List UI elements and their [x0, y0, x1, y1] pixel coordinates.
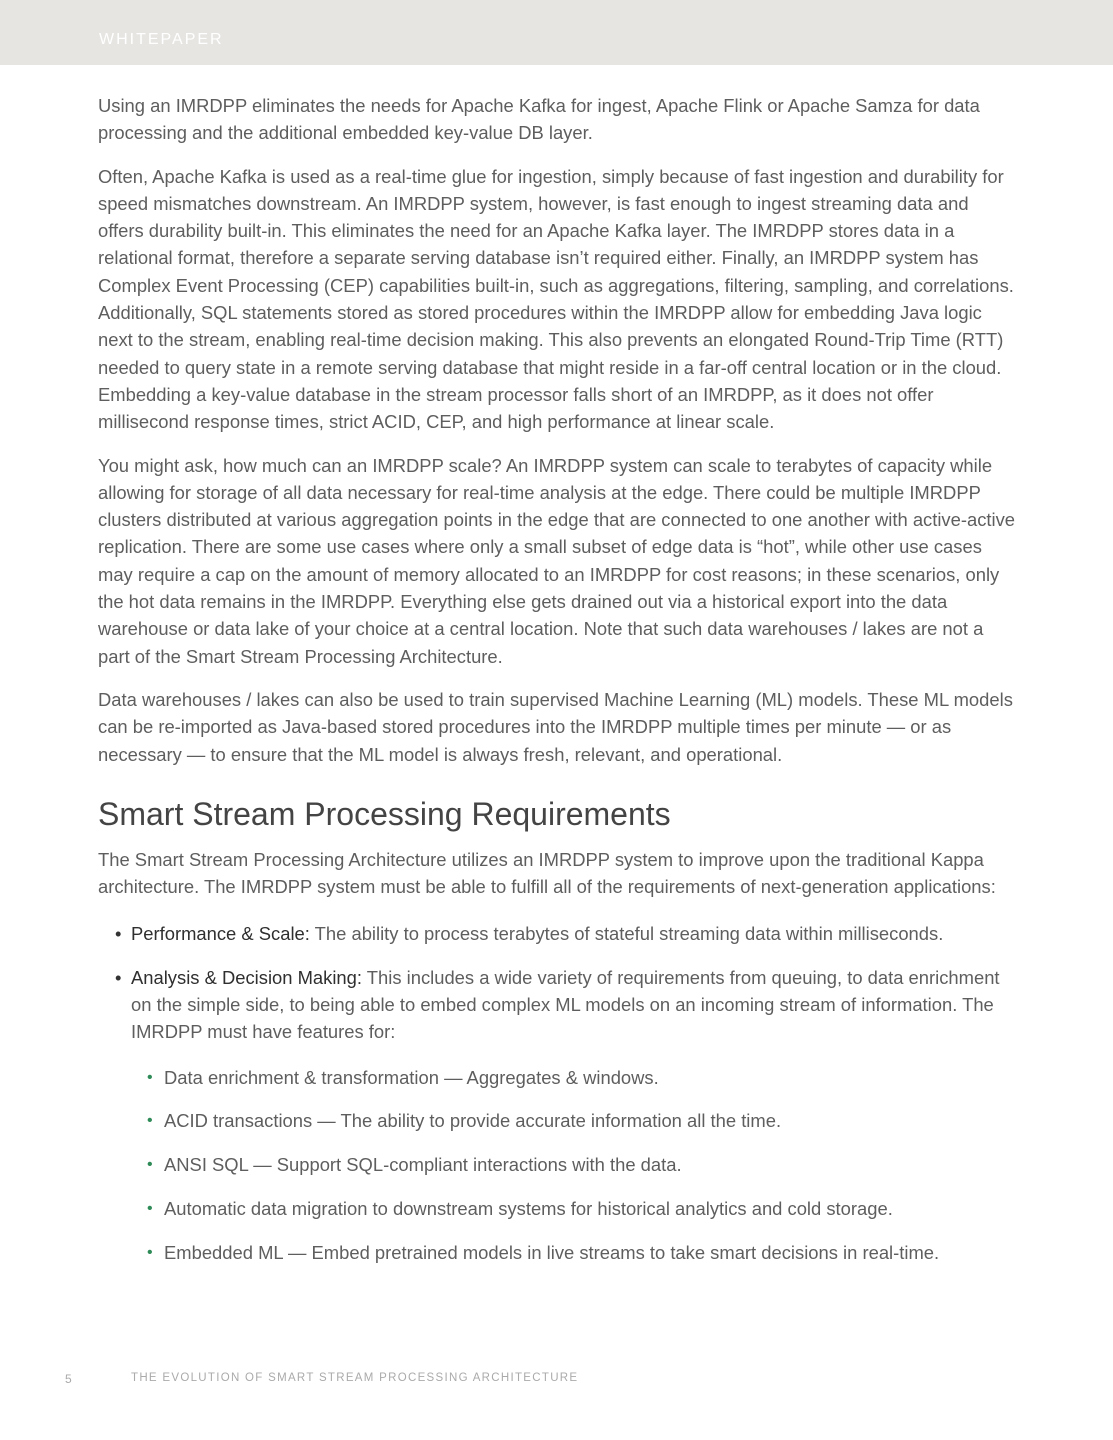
section-heading: Smart Stream Processing Requirements [98, 795, 671, 832]
bullet-term: Performance & Scale: [131, 923, 310, 945]
list-item [98, 920, 1018, 947]
green-bullet-icon: • [147, 1200, 153, 1217]
green-bullet-icon: • [147, 1243, 153, 1261]
sub-list-item [131, 1239, 1018, 1266]
list-item [98, 964, 1018, 1266]
bullet-icon: • [115, 923, 122, 945]
page-content [98, 92, 1018, 1283]
paragraph: Data warehouses / lakes can also be used to train supervised Machine Learning (ML) models. These ML models can be re-imported as Java-based stored procedures into the IMRDPP multiple times per minute — or as necessary — to ensure that the ML model is always fresh, relevant, and operational. [98, 688, 1013, 765]
bullet-term: Analysis & Decision Making: [131, 966, 362, 988]
footer-title: THE EVOLUTION OF SMART STREAM PROCESSING ARCHITECTURE [131, 1372, 579, 1384]
paragraph: You might ask, how much can an IMRDPP scale? An IMRDPP system can scale to terabytes of capacity while allowing for storage of all data necessary for real-time analysis at the edge. There could be multiple IMRDPP clusters distributed at various aggregation points in the edge that are connected to one another with active-active replication. There are some use cases where only a small subset of edge data is “hot”, while other use cases may require a cap on the amount of memory allocated to an IMRDPP for cost reasons; in these scenarios, only the hot data remains in the IMRDPP. Everything else gets drained out via a historical export into the data warehouse or data lake of your choice at a central location. Note that such data warehouses / lakes are not a part of the Smart Stream Processing Architecture. [98, 454, 1016, 667]
header-label: WHITEPAPER [99, 31, 224, 48]
requirements-list [98, 920, 1018, 1266]
green-bullet-icon: • [147, 1112, 153, 1130]
green-bullet-icon: • [147, 1068, 153, 1086]
sub-list-item [131, 1107, 1018, 1134]
paragraph: Often, Apache Kafka is used as a real-time glue for ingestion, simply because of fast ingestion and durability for speed mismatches downstream. An IMRDPP system, however, is fast enough to ingest streaming data and offers durability built-in. This eliminates the need for an Apache Kafka layer. The IMRDPP stores data in a relational format, therefore a separate serving database isn’t required either. Finally, an IMRDPP system has Complex Event Processing (CEP) capabilities built-in, such as aggregations, filtering, sampling, and correlations. Additionally, SQL statements stored as stored procedures within the IMRDPP allow for embedding Java logic next to the stream, enabling real-time decision making. This also prevents an elongated Round-Trip Time (RTT) needed to query state in a remote serving database that might reside in a far-off central location or in the cloud. Embedding a key-value database in the stream processor falls short of an IMRDPP, as it does not offer millisecond response times, strict ACID, CEP, and high performance at linear scale. [98, 165, 1014, 433]
bullet-icon: • [115, 966, 122, 988]
sub-bullet-text: Data enrichment & transformation — Aggregates & windows. [164, 1066, 659, 1088]
bullet-text: The ability to process terabytes of stateful streaming data within milliseconds. [309, 923, 944, 945]
sub-list-item [131, 1151, 1018, 1178]
sub-bullet-text: Automatic data migration to downstream systems for historical analytics and cold storage. [164, 1198, 893, 1219]
green-bullet-icon: • [147, 1156, 153, 1174]
sub-bullet-text: Embedded ML — Embed pretrained models in live streams to take smart decisions in real-time. [164, 1241, 940, 1263]
sub-bullet-text: ANSI SQL — Support SQL-compliant interactions with the data. [164, 1154, 682, 1176]
bullet-text: This includes a wide variety of requirements from queuing, to data enrichment on the simple side, to being able to embed complex ML models on an incoming stream of information. The IMRDPP must have features for: [131, 966, 1000, 1043]
sub-list-item [131, 1195, 1018, 1222]
features-sublist [131, 1064, 1018, 1266]
sub-list-item [131, 1064, 1018, 1091]
sub-bullet-text: ACID transactions — The ability to provide accurate information all the time. [164, 1110, 782, 1132]
page-number: 5 [65, 1372, 72, 1386]
section-intro: The Smart Stream Processing Architecture utilizes an IMRDPP system to improve upon the traditional Kappa architecture. The IMRDPP system must be able to fulfill all of the requirements of next-generation applications: [98, 848, 996, 898]
header-band [0, 0, 1113, 65]
paragraph: Using an IMRDPP eliminates the needs for Apache Kafka for ingest, Apache Flink or Apache Samza for data processing and the additional embedded key-value DB layer. [98, 95, 980, 144]
